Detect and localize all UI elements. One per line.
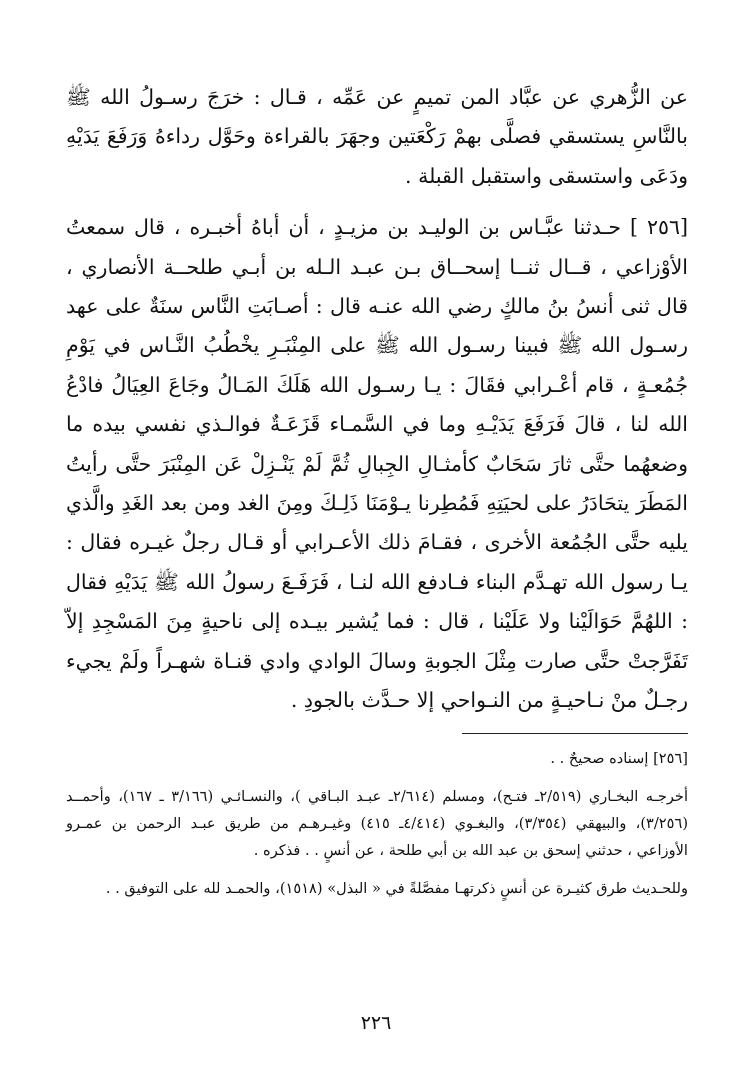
footnote-grading: [٢٥٦] إسناده صحيحٌ . . <box>550 749 688 767</box>
footnote-other-routes: وللحـديث طرق كثيـرة عن أنسٍ ذكرتهـا مفصَّلةً في « البذل» (١٥١٨)، والحمـد لله على التوفيق . . <box>105 880 688 898</box>
footnote-takhrij: أخرجـه البخـاري (٢/٥١٩ـ فتـح)، ومسلم (٢/٦١٤ـ عبـد البـاقي )، والنسـائـي (٣/١٦٦ ـ ١٦٧)، وأحمــد (٣/٢٥٦)، والبيهقي (٣/٣٥٤)، والبغـوي (٤/٤١٤ـ ٤١٥) وغيـرهـم من طريق عبـد الرحمن بن عمـرو الأوزاعي ، حدثني إسحق بن عبد الله بن أبي طلحة ، عن أنسٍ . . فذكره . <box>66 787 689 860</box>
main-text <box>66 78 688 721</box>
book-page <box>66 78 688 1068</box>
hadith-256-paragraph: [٢٥٦ ] حـدثنا عبَّـاس بن الوليـد بن مزيـدٍ ، أن أباهُ أخبـره ، قال سمعتُ الأوْزاعي ، قــال ثنــا إسحــاق بـن عبـد الـله بن أبـي طلحــة الأنصاري ، قال ثنى أنسُ بنُ مالكٍ رضي الله عنـه قال : أصـابَتِ النَّاس سنَةٌ على عهد رسـول الله ﷺ فبينا رسـول الله ﷺ على المِنْبَـرِ يخْطُبُ النَّـاس في يَوْمِ جُمُعـةٍ ، قام أعْـرابي فقَالَ : يـا رسـول الله هَلَكَ المَـالُ وجَاعَ العِيَالُ فادْعُ الله لنا ، قالَ فَرَفَعَ يَدَيْـهِ وما في السَّمـاء قَزَعَـةٌ فوالـذي نفسي بيده ما وضعهُما حتَّى ثارَ سَحَابٌ كأمثـالِ الجِبالِ ثُمَّ لَمْ يَنْـزِلْ عَن المِنْبَرَ حتَّى رأيتُ المَطَرَ يتحَادَرُ على لحيَتِهِ فَمُطِرنا يـوْمَنَا ذَلِـكَ ومِنَ الغد ومن بعد الغَدِ والَّذي يليه حتَّى الجُمُعة الأخرى ، فقـامَ ذلك الأعـرابي أو قـال رجلٌ غيـره فقال : يـا رسول الله تهـدَّم البناء فـادفع الله لنـا ، فَرَفَـعَ رسولُ الله ﷺ يَدَيْهِ فقال : اللهُمَّ حَوَالَيْنا ولا عَلَيْنا ، قال : فما يُشير بيـده إلى ناحيةٍ مِنَ المَسْجِدِ إلاّ تَفَرَّجتْ حتَّى صارت مِثْلَ الجوبةِ وسالَ الوادي وادي قنـاة شهـراً ولَمْ يجيء رجـلٌ منْ نـاحيـةٍ من النـواحي إلا حـدَّث بالجودِ . <box>66 215 688 713</box>
page-number: ٢٢٦ <box>360 1012 392 1034</box>
footnote-divider <box>462 733 688 734</box>
footnotes <box>66 745 688 903</box>
hadith-tail-paragraph: عن الزُّهري عن عبَّاد المن تميمٍ عن عَمِّه ، قـال : خرَجَ رسـولُ الله ﷺ بالنَّاسِ يستسقي فصلَّى بهمْ رَكْعَتين وجهَرَ بالقراءة وحَوَّل رداءهُ وَرَفَعَ يَدَيْهِ ودَعَى واستسقى واستقبل القبلة . <box>66 85 688 188</box>
